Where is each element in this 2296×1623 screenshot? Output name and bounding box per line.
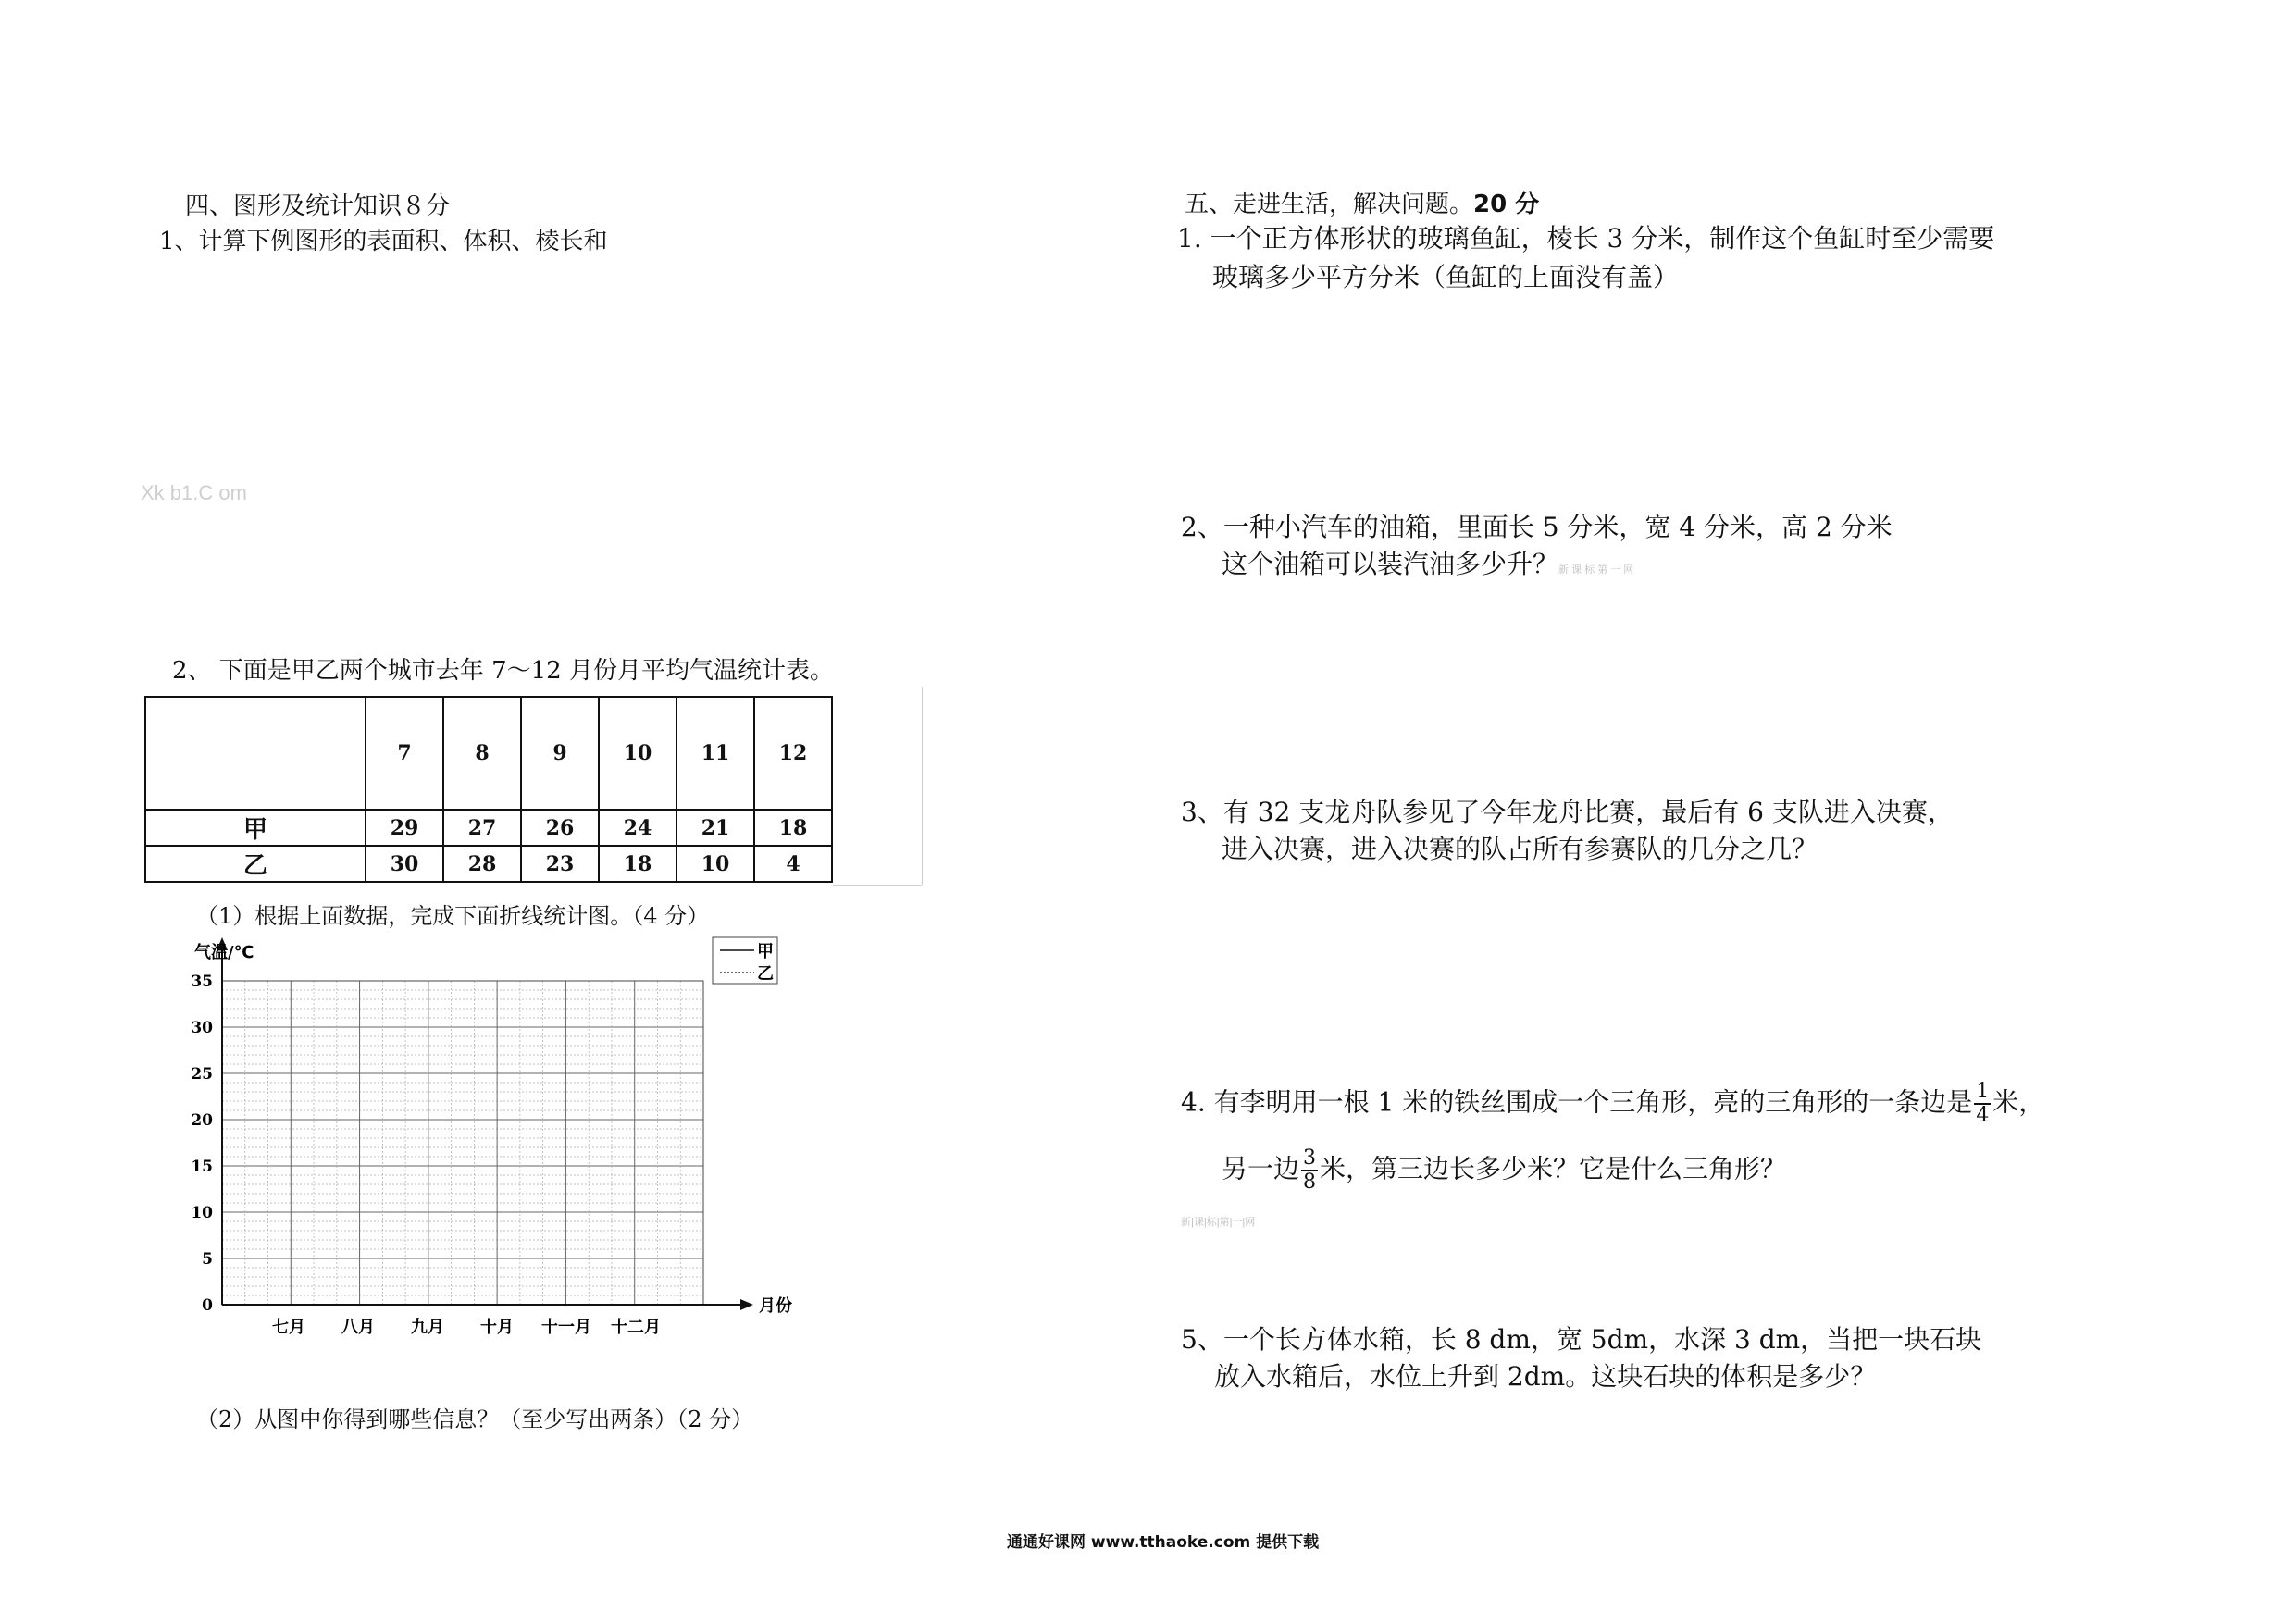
chart-legend	[713, 937, 777, 984]
problem-5-line-2: 放入水箱后，水位上升到 2dm。这块石块的体积是多少？	[1214, 1361, 1877, 1392]
table-cell: 24	[599, 810, 676, 846]
problem-3-line-2: 进入决赛，进入决赛的队占所有参赛队的几分之几？	[1222, 834, 1818, 864]
problem-4-text-c: 另一边	[1222, 1153, 1300, 1184]
watermark: Xk b1.C om	[141, 481, 247, 504]
x-tick-label: 十月	[480, 1318, 514, 1337]
small-watermark: 新|课|标|第|一|网	[1181, 1217, 1256, 1228]
y-tick-label: 35	[191, 973, 213, 991]
section5-title	[1185, 185, 1539, 219]
problem-2-line-1: 2、一种小汽车的油箱，里面长 5 分米，宽 4 分米，高 2 分米	[1181, 512, 1893, 542]
table-row	[145, 810, 832, 846]
row-label-jia: 甲	[145, 810, 366, 846]
problem-4-text-a: 4. 有李明用一根 1 米的铁丝围成一个三角形，亮的三角形的一条边是	[1181, 1086, 1973, 1118]
problem-2-text: 这个油箱可以装汽油多少升？	[1222, 549, 1559, 579]
table-header-cell: 8	[443, 697, 521, 810]
table-header-cell: 7	[366, 697, 443, 810]
x-tick-label: 七月	[272, 1318, 305, 1337]
table-cell: 27	[443, 810, 521, 846]
temperature-line-chart	[176, 930, 824, 1337]
question-2: 2、 下面是甲乙两个城市去年 7～12 月份月平均气温统计表。	[172, 657, 834, 685]
table-header-cell: 10	[599, 697, 676, 810]
y-tick-label: 15	[191, 1158, 213, 1176]
x-axis-arrow	[740, 1299, 753, 1310]
sub-question-2: （2）从图中你得到哪些信息？（至少写出两条）（2 分）	[196, 1406, 754, 1432]
y-axis-label: 气温/℃	[194, 943, 254, 962]
problem-4-line-1	[1181, 1081, 2044, 1127]
y-tick-label: 0	[202, 1296, 213, 1315]
table-cell: 18	[754, 810, 832, 846]
legend-label-jia: 甲	[757, 942, 774, 961]
y-tick-label: 10	[191, 1204, 213, 1222]
plot-frame	[222, 981, 703, 1305]
table-cell: 18	[599, 846, 676, 882]
section4-title: 四、图形及统计知识８分	[185, 192, 451, 220]
question-1: 1、计算下例图形的表面积、体积、棱长和	[159, 228, 608, 255]
y-tick-label: 25	[191, 1065, 213, 1084]
table-cell: 23	[521, 846, 599, 882]
problem-4-text-d: 米，第三边长多少米？它是什么三角形？	[1320, 1153, 1787, 1184]
table-corner-cell	[145, 697, 366, 810]
table-header-cell: 12	[754, 697, 832, 810]
table-cell: 28	[443, 846, 521, 882]
table-frame-line	[922, 687, 923, 885]
table-cell: 21	[676, 810, 754, 846]
row-label-yi: 乙	[145, 846, 366, 882]
table-cell: 4	[754, 846, 832, 882]
table-cell: 10	[676, 846, 754, 882]
fraction-three-eighths: $\frac{3}{8}$	[1303, 1146, 1317, 1194]
problem-2-line-2	[1222, 544, 1633, 581]
temperature-table	[144, 696, 833, 883]
fraction-one-quarter: $\frac{1}{4}$	[1976, 1080, 1990, 1127]
y-tick-label: 5	[202, 1250, 213, 1269]
table-header-cell: 9	[521, 697, 599, 810]
x-tick-label: 十二月	[611, 1318, 661, 1337]
table-frame-line	[833, 885, 922, 886]
problem-4-text-b: 米，	[1992, 1086, 2045, 1118]
sub-question-1: （1）根据上面数据，完成下面折线统计图。（4 分）	[196, 903, 710, 929]
x-tick-label: 八月	[341, 1318, 375, 1337]
table-cell: 26	[521, 810, 599, 846]
footer-credit: 通通好课网 www.tthaoke.com 提供下载	[1007, 1533, 1320, 1552]
problem-5-line-1: 5、一个长方体水箱，长 8 dm，宽 5dm，水深 3 dm，当把一块石块	[1181, 1324, 1982, 1355]
table-cell: 29	[366, 810, 443, 846]
table-row	[145, 846, 832, 882]
small-watermark: 新 课 标 第 一 网	[1558, 564, 1634, 576]
x-axis-label: 月份	[759, 1296, 792, 1316]
chart-grid	[222, 981, 703, 1305]
section5-score: 20 分	[1473, 191, 1540, 218]
problem-1-line-1: 1. 一个正方体形状的玻璃鱼缸，棱长 3 分米，制作这个鱼缸时至少需要	[1177, 223, 1995, 254]
table-header-cell: 11	[676, 697, 754, 810]
problem-4-line-2	[1222, 1147, 1786, 1194]
problem-3-line-1: 3、有 32 支龙舟队参见了今年龙舟比赛，最后有 6 支队进入决赛，	[1181, 797, 1954, 827]
y-tick-label: 20	[191, 1111, 213, 1130]
section5-title-text: 五、走进生活，解决问题。	[1185, 191, 1474, 218]
y-tick-label: 30	[191, 1019, 213, 1037]
x-tick-label: 十一月	[541, 1318, 591, 1337]
table-cell: 30	[366, 846, 443, 882]
x-tick-label: 九月	[411, 1318, 444, 1337]
legend-label-yi: 乙	[757, 964, 774, 984]
problem-1-line-2: 玻璃多少平方分米（鱼缸的上面没有盖）	[1212, 262, 1680, 292]
